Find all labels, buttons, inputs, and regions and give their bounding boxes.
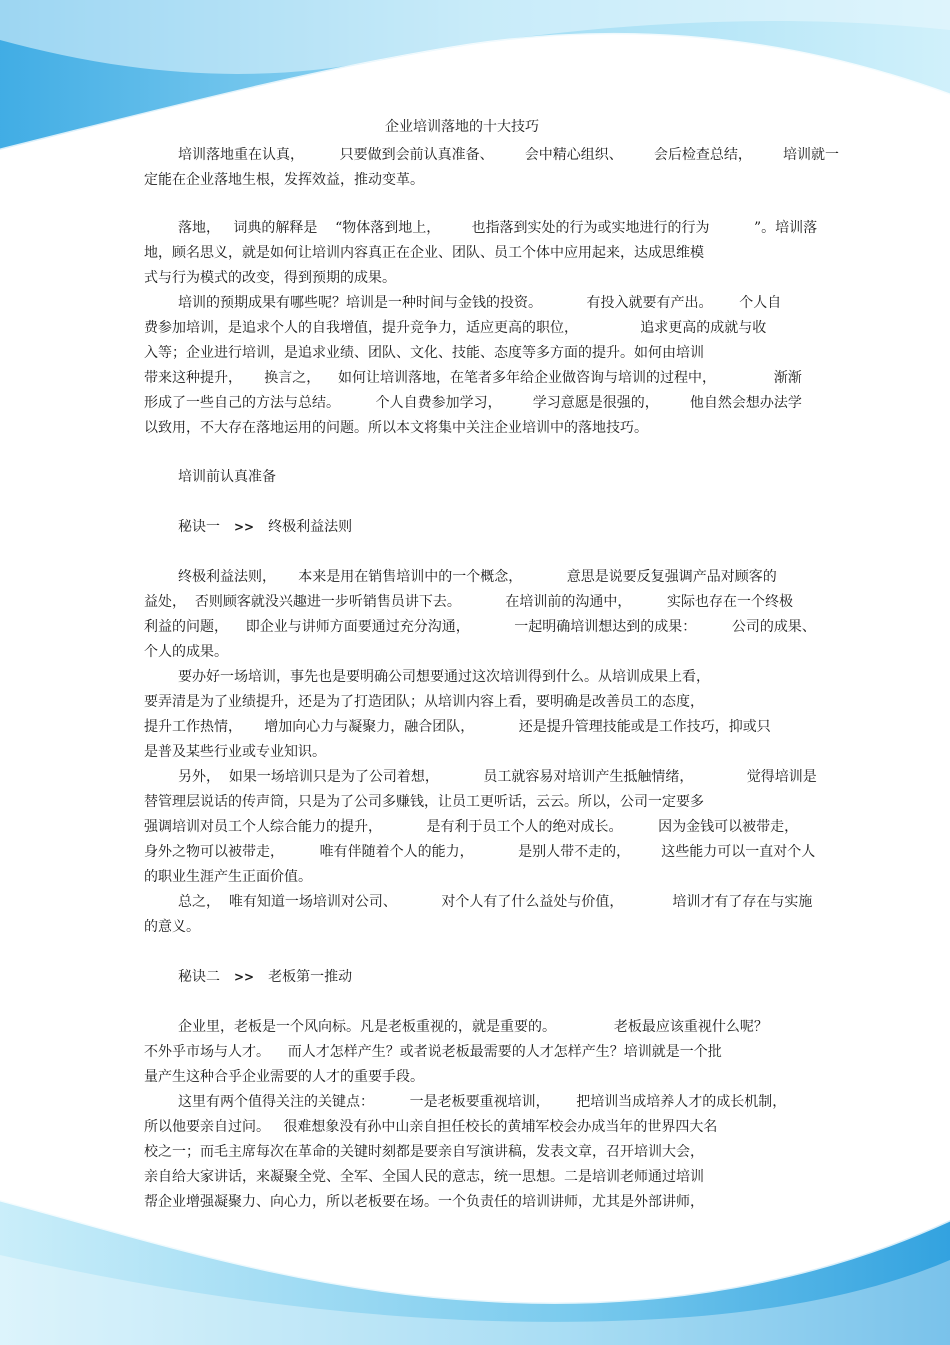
p6-line-2: 所以他要亲自过问。 很难想象没有孙中山亲自担任校长的黄埔军校会办成当年的世界四大名 (144, 1119, 718, 1135)
expected-line-2: 费参加培训，是追求个人的自我增值，提升竞争力，适应更高的职位， 追求更高的成就与收 (144, 320, 767, 336)
p3-line-5: 的职业生涯产生正面价值。 (144, 869, 312, 885)
p3-line-3: 强调培训对员工个人综合能力的提升， 是有利于员工个人的绝对成长。 因为金钱可以被带走， (144, 819, 799, 835)
p1-line-1: 终极利益法则， 本来是用在销售培训中的一个概念， 意思是说要反复强调产品对顾客的 (178, 569, 777, 585)
expected-line-4: 带来这种提升， 换言之， 如何让培训落地，在笔者多年给企业做咨询与培训的过程中， 渐渐 (144, 370, 802, 386)
p2-line-2: 要弄清是为了业绩提升，还是为了打造团队；从培训内容上看，要明确是改善员工的态度， (144, 694, 704, 710)
p5-line-3: 量产生这种合乎企业需要的人才的重要手段。 (144, 1069, 424, 1085)
p1-line-4: 个人的成果。 (144, 644, 228, 660)
double-arrow-icon: >> (234, 970, 255, 984)
expected-line-5: 形成了一些自己的方法与总结。 个人自费参加学习， 学习意愿是很强的， 他自然会想办法学 (144, 395, 802, 411)
definition-line-2: 地，顾名思义，就是如何让培训内容真正在企业、团队、员工个体中应用起来，达成思维模 (144, 245, 704, 261)
p2-line-1: 要办好一场培训，事先也是要明确公司想要通过这次培训得到什么。从培训成果上看， (178, 669, 710, 685)
secret-one-heading (178, 518, 352, 536)
definition-line-3: 式与行为模式的改变，得到预期的成果。 (144, 270, 396, 286)
document-title: 企业培训落地的十大技巧 (385, 119, 539, 135)
definition-line-1: 落地， 词典的解释是 “物体落到地上， 也指落到实处的行为或实地进行的行为 ”。培训落 (178, 220, 818, 236)
expected-line-1: 培训的预期成果有哪些呢？培训是一种时间与金钱的投资。 有投入就要有产出。 个人自 (178, 295, 782, 311)
p6-line-4: 亲自给大家讲话，来凝聚全党、全军、全国人民的意志，统一思想。二是培训老师通过培训 (144, 1169, 704, 1185)
p1-line-2: 益处， 否则顾客就没兴趣进一步听销售员讲下去。 在培训前的沟通中， 实际也存在一个终极 (144, 594, 794, 610)
expected-line-3: 入等；企业进行培训，是追求业绩、团队、文化、技能、态度等多方面的提升。如何由培训 (144, 345, 704, 361)
secret-two-heading (178, 968, 352, 986)
p3-line-4: 身外之物可以被带走， 唯有伴随着个人的能力， 是别人带不走的， 这些能力可以一直对个人 (144, 844, 816, 860)
section-heading-preparation: 培训前认真准备 (178, 469, 276, 485)
p3-line-1: 另外， 如果一场培训只是为了公司着想， 员工就容易对培训产生抵触情绪， 觉得培训是 (178, 769, 817, 785)
secret-two-label: 秘诀二 (178, 969, 220, 985)
intro-line-2: 定能在企业落地生根，发挥效益，推动变革。 (144, 172, 424, 188)
p1-line-3: 利益的问题， 即企业与讲师方面要通过充分沟通， 一起明确培训想达到的成果： 公司的成果、 (144, 619, 816, 635)
intro-line-1: 培训落地重在认真， 只要做到会前认真准备、 会中精心组织、 会后检查总结， 培训就一 (178, 147, 840, 163)
p4-line-1: 总之， 唯有知道一场培训对公司、 对个人有了什么益处与价值， 培训才有了存在与实施 (178, 894, 813, 910)
secret-one-name: 终极利益法则 (268, 519, 353, 535)
p6-line-5: 帮企业增强凝聚力、向心力，所以老板要在场。一个负责任的培训讲师，尤其是外部讲师， (144, 1194, 704, 1210)
p6-line-3: 校之一；而毛主席每次在革命的关键时刻都是要亲自写演讲稿，发表文章，召开培训大会， (144, 1144, 704, 1160)
secret-two-name: 老板第一推动 (268, 969, 353, 985)
double-arrow-icon: >> (234, 520, 255, 534)
p4-line-2: 的意义。 (144, 919, 200, 935)
secret-one-label: 秘诀一 (178, 519, 220, 535)
p5-line-1: 企业里，老板是一个风向标。凡是老板重视的，就是重要的。 老板最应该重视什么呢？ (178, 1019, 768, 1035)
p6-line-1: 这里有两个值得关注的关键点： 一是老板要重视培训， 把培训当成培养人才的成长机制， (178, 1094, 787, 1110)
expected-line-6: 以致用，不大存在落地运用的问题。所以本文将集中关注企业培训中的落地技巧。 (144, 420, 648, 436)
p2-line-4: 是普及某些行业或专业知识。 (144, 744, 326, 760)
p2-line-3: 提升工作热情， 增加向心力与凝聚力，融合团队， 还是提升管理技能或是工作技巧，抑或只 (144, 719, 771, 735)
p3-line-2: 替管理层说话的传声筒，只是为了公司多赚钱，让员工更听话，云云。所以，公司一定要多 (144, 794, 704, 810)
p5-line-2: 不外乎市场与人才。 而人才怎样产生？或者说老板最需要的人才怎样产生？培训就是一个批 (144, 1044, 722, 1060)
